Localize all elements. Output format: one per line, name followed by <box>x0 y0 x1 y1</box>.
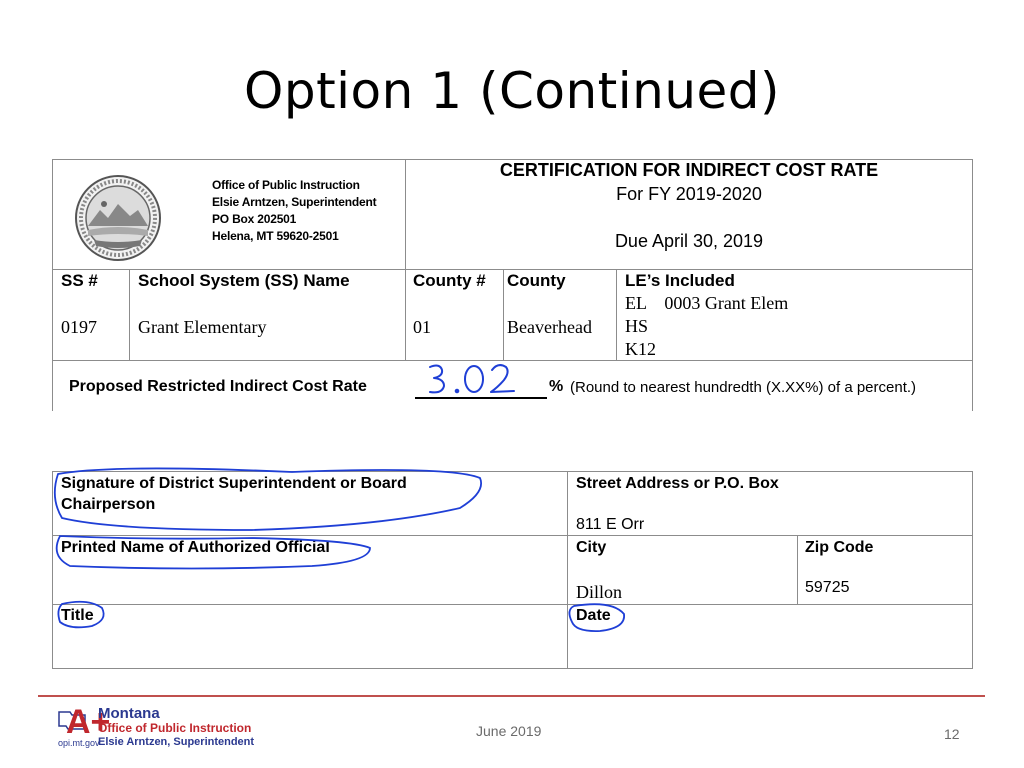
street-address-label: Street Address or P.O. Box <box>576 475 779 492</box>
street-address-value: 811 E Orr <box>576 516 645 533</box>
logo-mark: A+ <box>66 703 111 741</box>
percent-sign: % <box>549 378 564 395</box>
les-included-header: LE’s Included <box>625 271 735 290</box>
logo-website: opi.mt.gov <box>58 738 100 748</box>
date-label: Date <box>576 607 611 624</box>
zip-code-value: 59725 <box>805 579 850 596</box>
signature-form <box>52 468 973 670</box>
footer-divider <box>38 695 985 697</box>
printed-name-label: Printed Name of Authorized Official <box>61 539 330 556</box>
form-divider <box>797 535 798 604</box>
certification-form <box>52 159 973 411</box>
city-value: Dillon <box>576 582 623 602</box>
signature-label: Signature of District Superintendent or Board Chairperson <box>61 475 407 513</box>
form-border-top <box>52 471 973 472</box>
form-divider <box>616 269 617 360</box>
form-divider <box>503 269 504 360</box>
rounding-note: (Round to nearest hundredth (X.XX%) of a percent.) <box>570 379 917 396</box>
page-number: 12 <box>944 726 960 742</box>
form-divider <box>52 269 973 270</box>
footer-date: June 2019 <box>476 723 542 739</box>
form-border-left <box>52 471 53 669</box>
superintendent-name: Elsie Arntzen, Superintendent <box>212 195 377 209</box>
ss-number-header: SS # <box>61 271 98 290</box>
ss-number-value: 0197 <box>61 317 97 337</box>
title-label: Title <box>61 607 94 624</box>
county-header: County <box>507 271 566 290</box>
form-divider <box>52 535 973 536</box>
le-item: K12 <box>625 339 656 359</box>
rate-input-line[interactable] <box>415 397 547 399</box>
le-item: EL 0003 Grant Elem <box>625 293 789 313</box>
form-border-left <box>52 159 53 411</box>
city-state-zip: Helena, MT 59620-2501 <box>212 229 339 243</box>
proposed-rate-label: Proposed Restricted Indirect Cost Rate <box>69 378 367 395</box>
le-item: HS <box>625 316 649 336</box>
county-number-value: 01 <box>413 317 431 337</box>
opi-logo <box>58 705 278 755</box>
handwritten-rate <box>424 361 524 397</box>
logo-superintendent: Elsie Arntzen, Superintendent <box>98 736 255 748</box>
county-value: Beaverhead <box>507 317 592 337</box>
certification-title: CERTIFICATION FOR INDIRECT COST RATE <box>499 160 879 180</box>
city-label: City <box>576 539 607 556</box>
slide-title: Option 1 (Continued) <box>243 62 781 120</box>
form-border-bottom <box>52 668 973 669</box>
zip-code-label: Zip Code <box>805 539 874 556</box>
office-name: Office of Public Instruction <box>212 178 360 192</box>
form-divider <box>129 269 130 360</box>
po-box: PO Box 202501 <box>212 212 297 226</box>
logo-montana: Montana <box>98 705 160 722</box>
ss-name-value: Grant Elementary <box>138 317 267 337</box>
logo-office: Office of Public Instruction <box>98 721 252 735</box>
due-date: Due April 30, 2019 <box>614 231 764 251</box>
montana-state-seal-icon <box>74 174 162 262</box>
fiscal-year: For FY 2019-2020 <box>616 184 762 204</box>
form-divider <box>52 604 973 605</box>
form-border-right <box>972 471 973 669</box>
office-address <box>212 177 376 245</box>
county-number-header: County # <box>413 271 486 290</box>
ss-name-header: School System (SS) Name <box>138 271 350 290</box>
form-divider <box>567 471 568 669</box>
